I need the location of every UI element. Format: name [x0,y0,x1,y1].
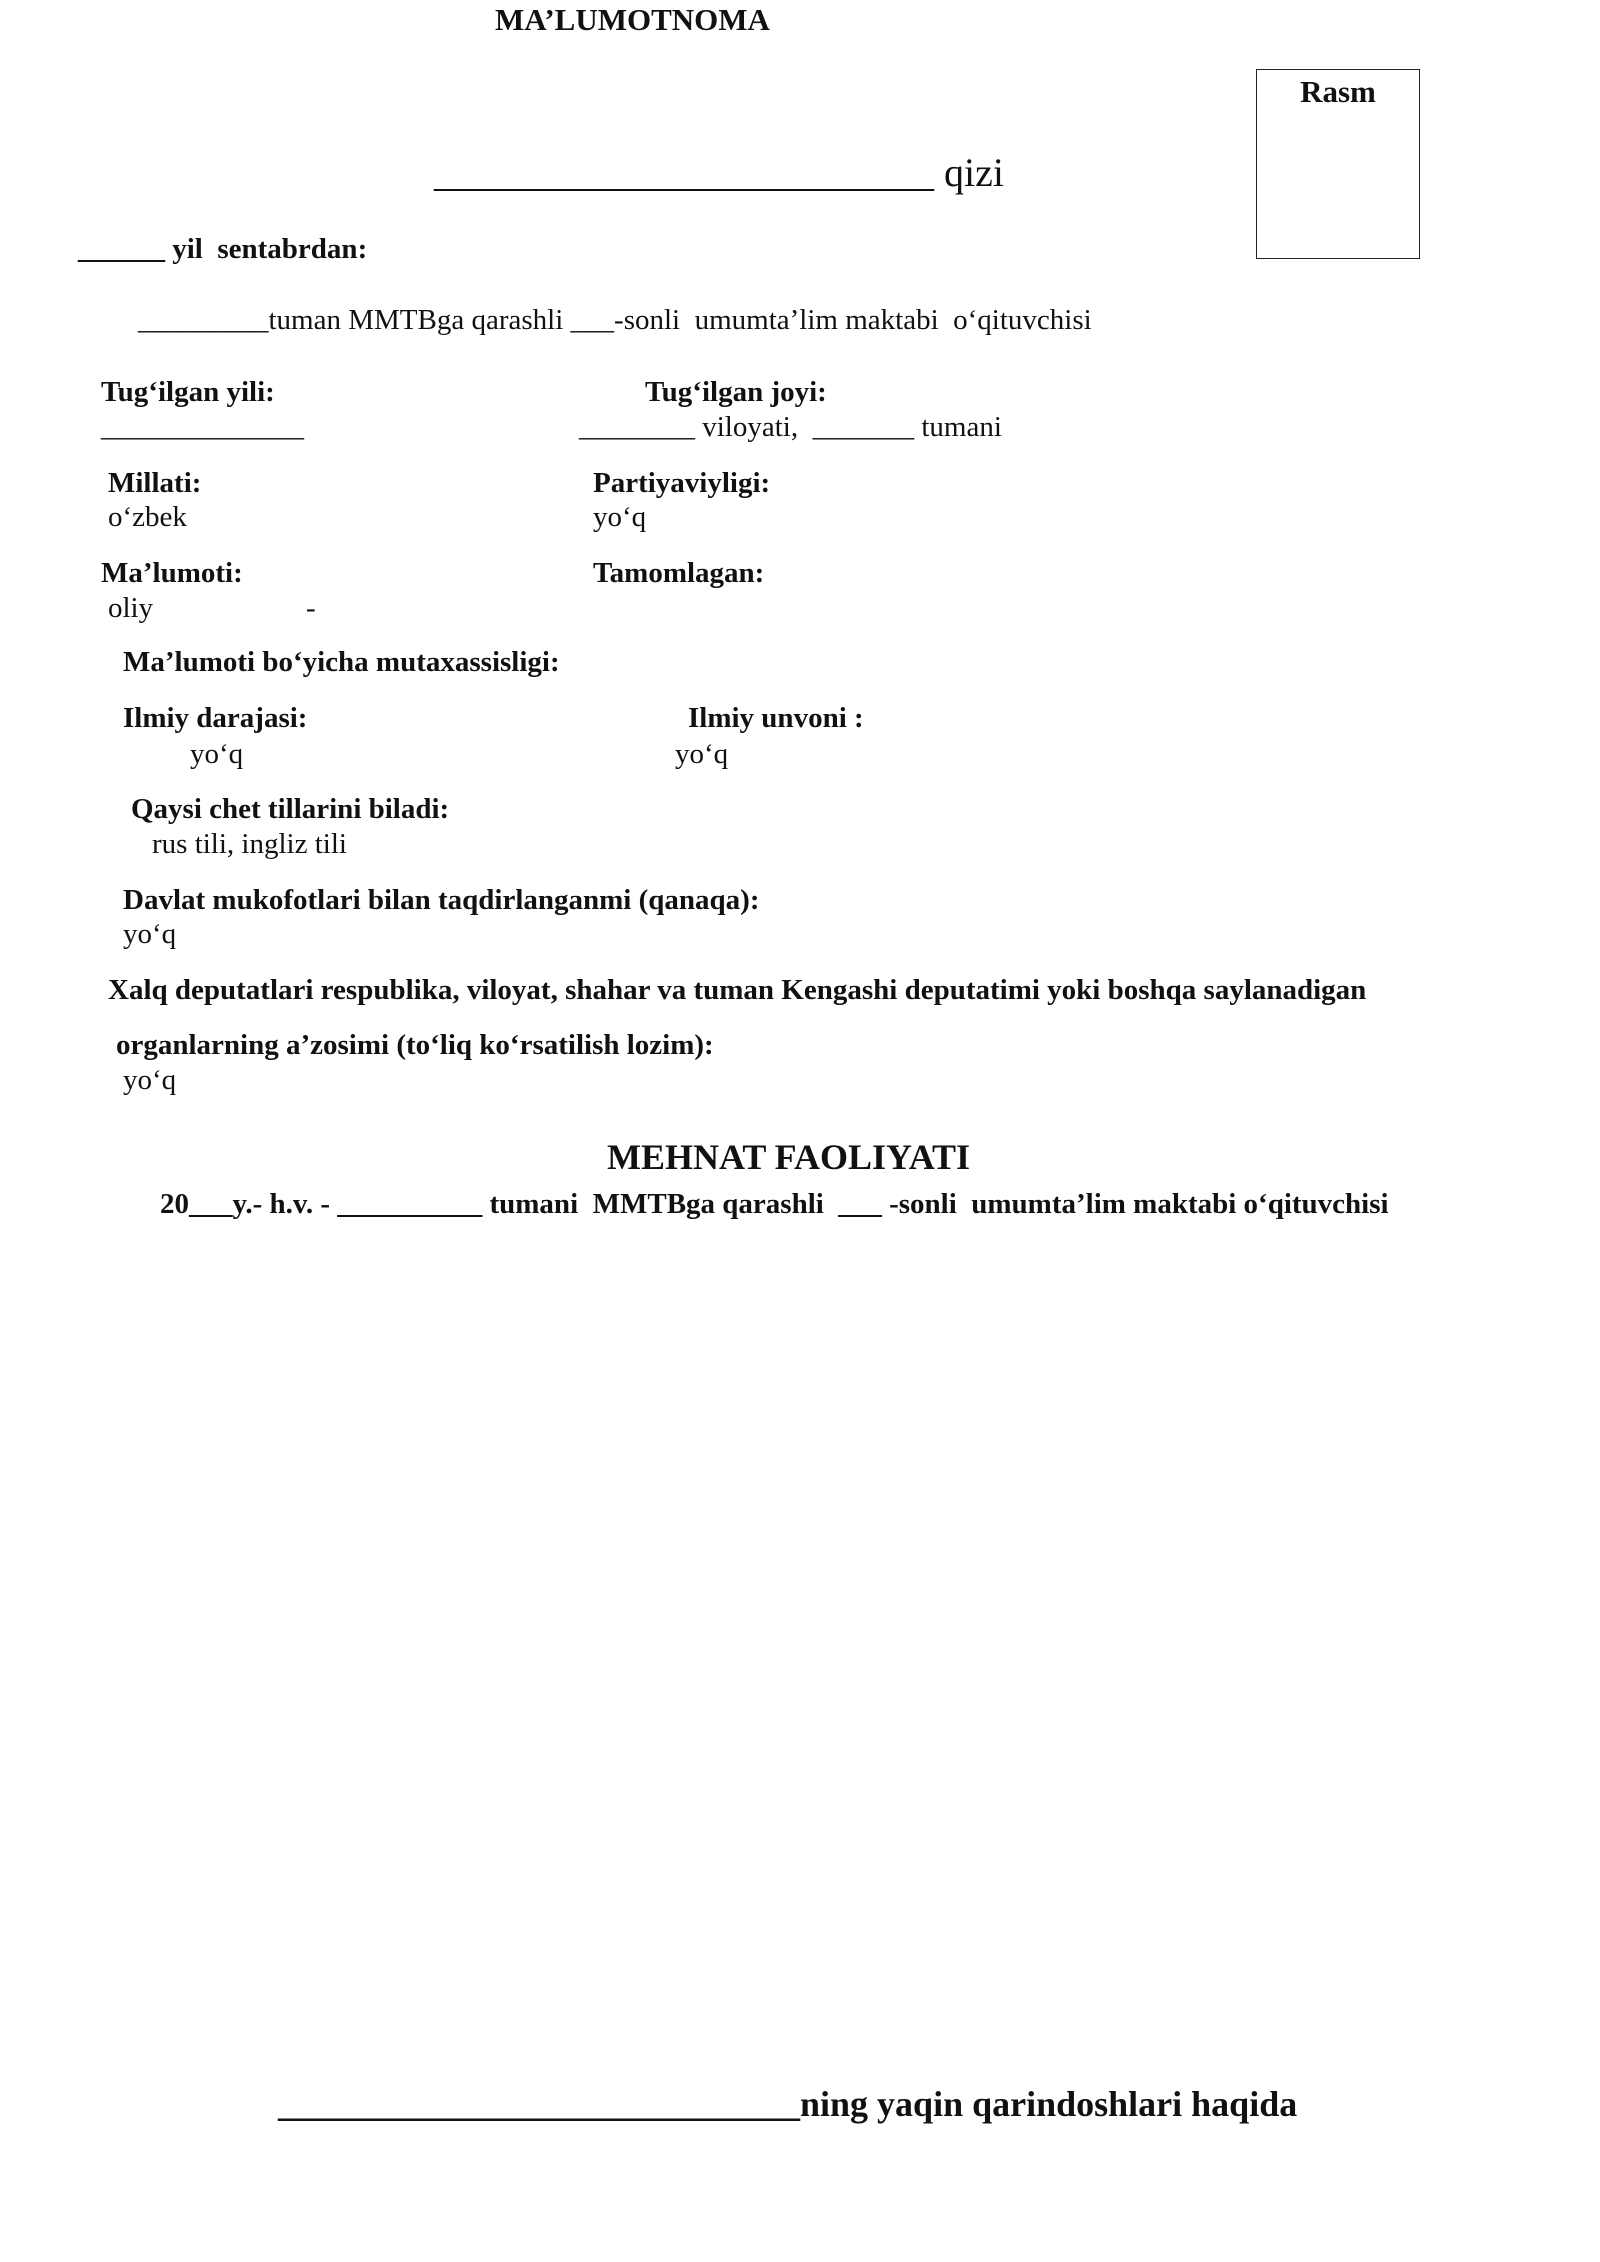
nationality-value: o‘zbek [108,501,187,533]
graduated-label: Tamomlagan: [593,557,765,589]
academic-title-colon: : [854,702,864,734]
education-dash: - [306,592,316,624]
relatives-heading: _____________________________ning yaqin qarindoshlari haqida [278,2084,1298,2124]
education-value: oliy [108,592,154,624]
deputy-label-line-2: organlarning a’zosimi (to‘liq ko‘rsatilish lozim): [116,1029,714,1061]
party-label: Partiyaviyligi: [593,467,771,499]
specialty-label: Ma’lumoti bo‘yicha mutaxassisligi: [123,646,560,678]
photo-placeholder [1256,69,1420,259]
full-name-line: _________________________ qizi [434,150,1004,195]
nationality-label: Millati: [108,467,202,499]
party-value: yo‘q [593,501,647,533]
document-title: MA’LUMOTNOMA [495,2,770,37]
degree-value: yo‘q [190,738,244,770]
deputy-label-line-1: Xalq deputatlari respublika, viloyat, shahar va tuman Kengashi deputatimi yoki boshqa saylanadigan [108,974,1367,1006]
since-date-line: ______ yil sentabrdan: [78,233,368,265]
work-history-heading: MEHNAT FAOLIYATI [607,1137,971,1177]
deputy-value: yo‘q [123,1064,177,1096]
work-history-entry: 20___y.- h.v. - __________ tumani MMTBga qarashli ___ -sonli umumta’lim maktabi o‘qituvchisi [160,1188,1389,1220]
degree-label: Ilmiy darajasi: [123,702,308,734]
photo-label: Rasm [1300,74,1376,109]
languages-value: rus tili, ingliz tili [152,828,347,860]
education-label: Ma’lumoti: [101,557,243,589]
birth-year-value: ______________ [101,411,304,443]
awards-value: yo‘q [123,918,177,950]
academic-title-label: Ilmiy unvoni [688,702,847,734]
birth-place-label: Tug‘ilgan joyi: [645,376,827,408]
current-position-line: _________tuman MMTBga qarashli ___-sonli umumta’lim maktabi o‘qituvchisi [138,304,1092,336]
birth-year-label: Tug‘ilgan yili: [101,376,275,408]
birth-place-value: ________ viloyati, _______ tumani [579,411,1002,443]
awards-label: Davlat mukofotlari bilan taqdirlanganmi (qanaqa): [123,884,760,916]
academic-title-value: yo‘q [675,738,729,770]
languages-label: Qaysi chet tillarini biladi: [131,793,450,825]
